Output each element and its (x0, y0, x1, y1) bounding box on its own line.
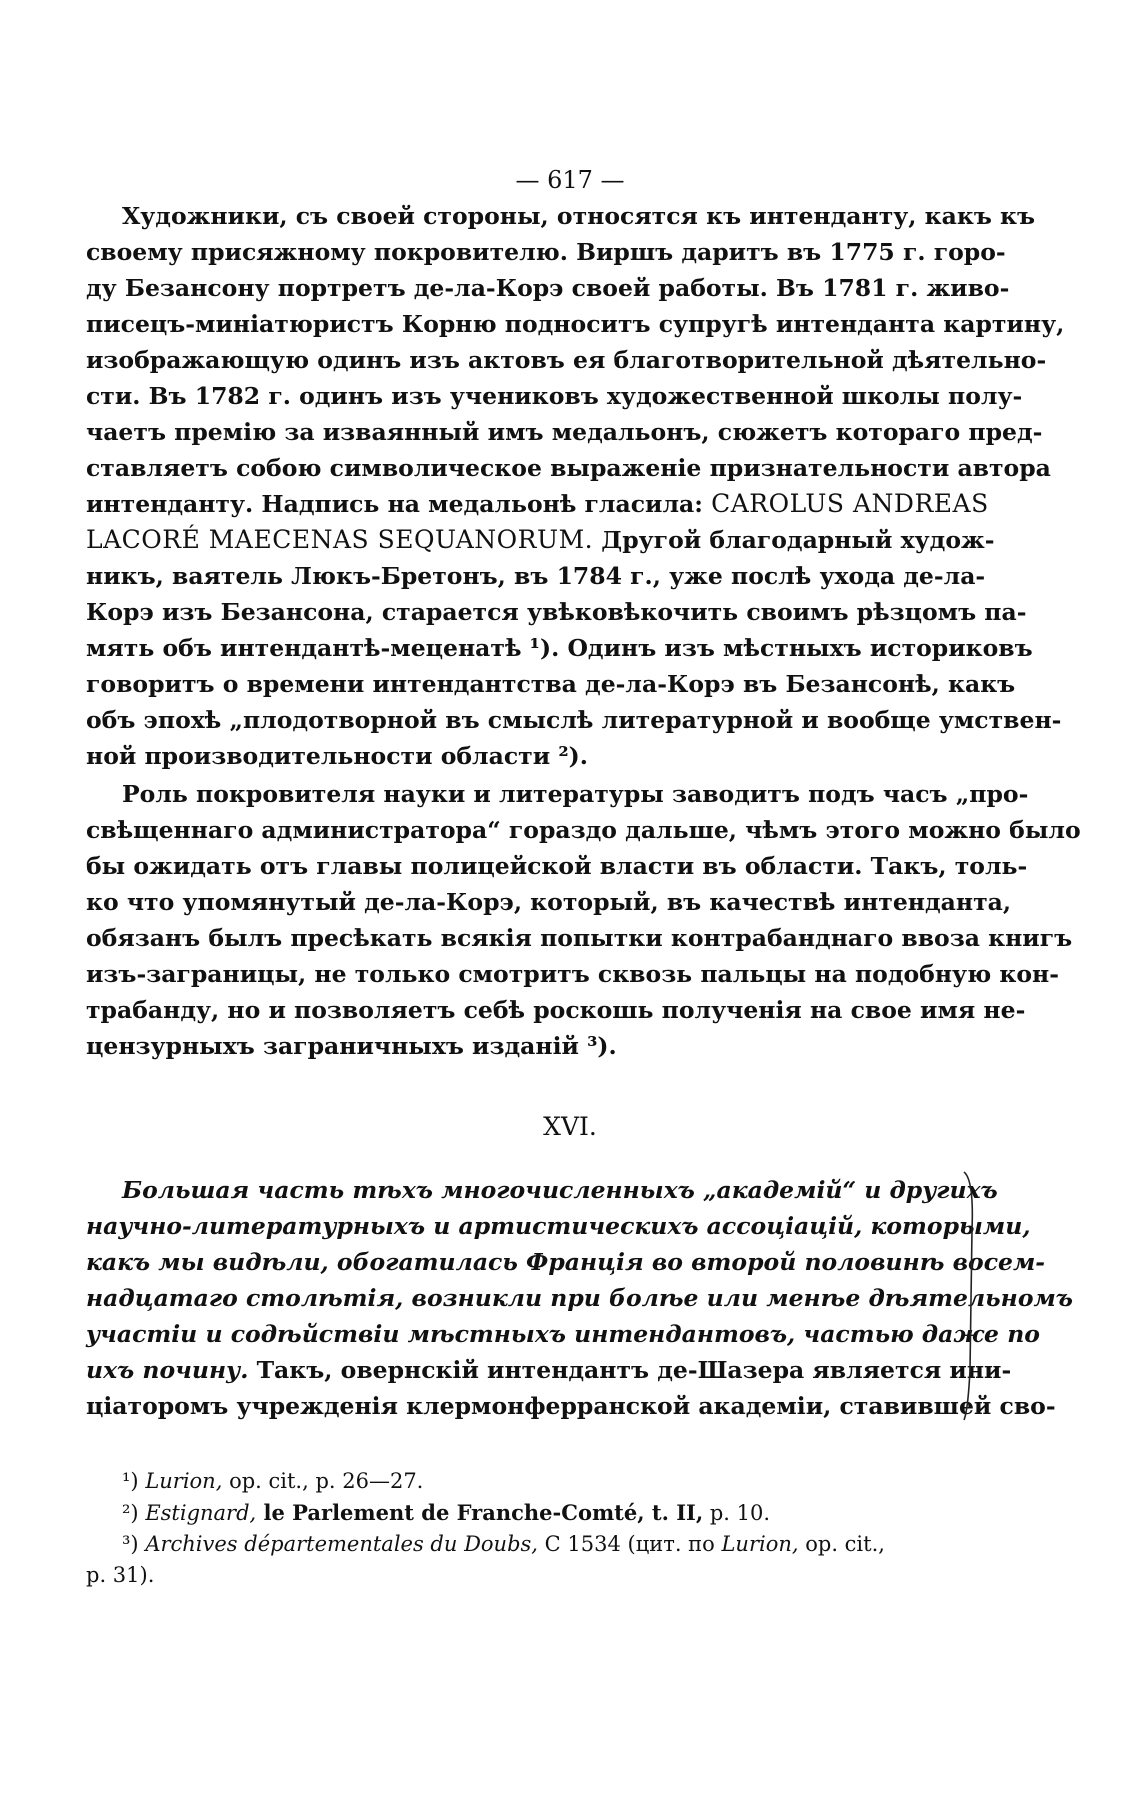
text-line (86, 1352, 1012, 1388)
footnote-mark: ³) (122, 1532, 139, 1556)
text-line: Корэ изъ Безансона, старается увѣковѣкочить своимъ рѣзцомъ па- (86, 598, 1027, 626)
paragraph-2 (86, 776, 1081, 1064)
footnote-2 (86, 1497, 956, 1529)
text-line: научно-литературныхъ и артистическихъ ассоціацій, которыми, (86, 1212, 1031, 1240)
text-line: своему присяжному покровителю. Виршъ даритъ въ 1775 г. горо- (86, 238, 1006, 266)
latin-inscription: LACORÉ MAECENAS SEQUANORUM. (86, 525, 594, 554)
text-line: ной производительности области ²). (86, 742, 588, 770)
text-line: говоритъ о времени интендантства де-ла-Корэ въ Безансонѣ, какъ (86, 670, 1016, 698)
footnote-mark: ¹) (122, 1469, 139, 1493)
text-line: участіи и содѣйствіи мѣстныхъ интендантовъ, частью даже по (86, 1320, 1040, 1348)
text-line: свѣщеннаго администратора“ гораздо дальше, чѣмъ этого можно было (86, 816, 1081, 844)
text-line: изъ-заграницы, не только смотритъ сквозь пальцы на подобную кон- (86, 960, 1059, 988)
text-line: Художники, съ своей стороны, относятся къ интенданту, какъ къ (122, 202, 1036, 230)
text-line (86, 486, 989, 522)
text-fragment: Другой благодарный худож- (593, 526, 995, 554)
footnote-text: op. cit., (798, 1532, 885, 1556)
paragraph-3 (86, 1172, 1073, 1424)
text-line: бы ожидать отъ главы полицейской власти въ области. Такъ, толь- (86, 852, 1028, 880)
footnote-title: le Parlement de Franche-Comté, t. II, (256, 1500, 704, 1525)
text-line: ціаторомъ учрежденія клермонферранской академіи, ставившей сво- (86, 1392, 1056, 1420)
text-line: цензурныхъ заграничныхъ изданій ³). (86, 1032, 617, 1060)
text-line: изображающую одинъ изъ актовъ ея благотворительной дѣятельно- (86, 346, 1047, 374)
footnote-author: Lurion, (145, 1469, 223, 1493)
text-line: писецъ-миніатюристъ Корню подноситъ супругѣ интенданта картину, (86, 310, 1065, 338)
footnote-text: op. cit., p. 26—27. (222, 1469, 424, 1493)
text-line: обязанъ былъ пресѣкать всякія попытки контрабанднаго ввоза книгъ (86, 924, 1073, 952)
text-line: Роль покровителя науки и литературы заводитъ подъ часъ „про- (122, 780, 1029, 808)
margin-bracket-mark (962, 1170, 976, 1422)
text-line: сти. Въ 1782 г. одинъ изъ учениковъ художественной школы полу- (86, 382, 1023, 410)
footnote-author: Estignard, (145, 1501, 257, 1525)
text-line: какъ мы видѣли, обогатилась Франція во второй половинѣ восем- (86, 1248, 1046, 1276)
text-fragment: Такъ, овернскій интендантъ де-Шазера является ини- (248, 1356, 1012, 1384)
footnote-author: Lurion, (721, 1532, 799, 1556)
section-heading: XVI. (543, 1112, 597, 1141)
text-line: ко что упомянутый де-ла-Корэ, который, въ качествѣ интенданта, (86, 888, 1012, 916)
text-line: чаетъ премію за изваянный имъ медальонъ, сюжетъ котораго пред- (86, 418, 1043, 446)
footnote-text: p. 10. (703, 1501, 771, 1525)
footnote-3-continuation: p. 31). (86, 1563, 155, 1587)
text-line: ставляетъ собою символическое выраженіе признательности автора (86, 454, 1051, 482)
text-line: ду Безансону портретъ де-ла-Корэ своей работы. Въ 1781 г. живо- (86, 274, 1010, 302)
paragraph-1 (86, 198, 1065, 774)
footnote-mark: ²) (122, 1501, 139, 1525)
page-number: — 617 — (515, 166, 625, 194)
text-fragment: интенданту. Надпись на медальонѣ гласила: (86, 490, 712, 518)
text-line (86, 522, 995, 558)
text-line: мять объ интендантѣ-меценатѣ ¹). Одинъ изъ мѣстныхъ историковъ (86, 634, 1033, 662)
footnote-1 (86, 1466, 956, 1497)
footnote-source: Archives départementales du Doubs, (145, 1532, 538, 1556)
text-line: Большая часть тѣхъ многочисленныхъ „академій“ и другихъ (122, 1176, 998, 1204)
text-line: надцатаго столѣтія, возникли при болѣе или менѣе дѣятельномъ (86, 1284, 1073, 1312)
footnote-text: C 1534 (цит. по (537, 1532, 722, 1556)
text-fragment: ихъ почину. (86, 1356, 249, 1384)
footnote-3 (86, 1529, 956, 1560)
text-line: никъ, ваятель Люкъ-Бретонъ, въ 1784 г., уже послѣ ухода де-ла- (86, 562, 986, 590)
text-line: трабанду, но и позволяетъ себѣ роскошь полученія на свое имя не- (86, 996, 1026, 1024)
footnotes (86, 1466, 956, 1591)
latin-inscription: CAROLUS ANDREAS (711, 489, 989, 518)
text-line: объ эпохѣ „плодотворной въ смыслѣ литературной и вообще умствен- (86, 706, 1062, 734)
